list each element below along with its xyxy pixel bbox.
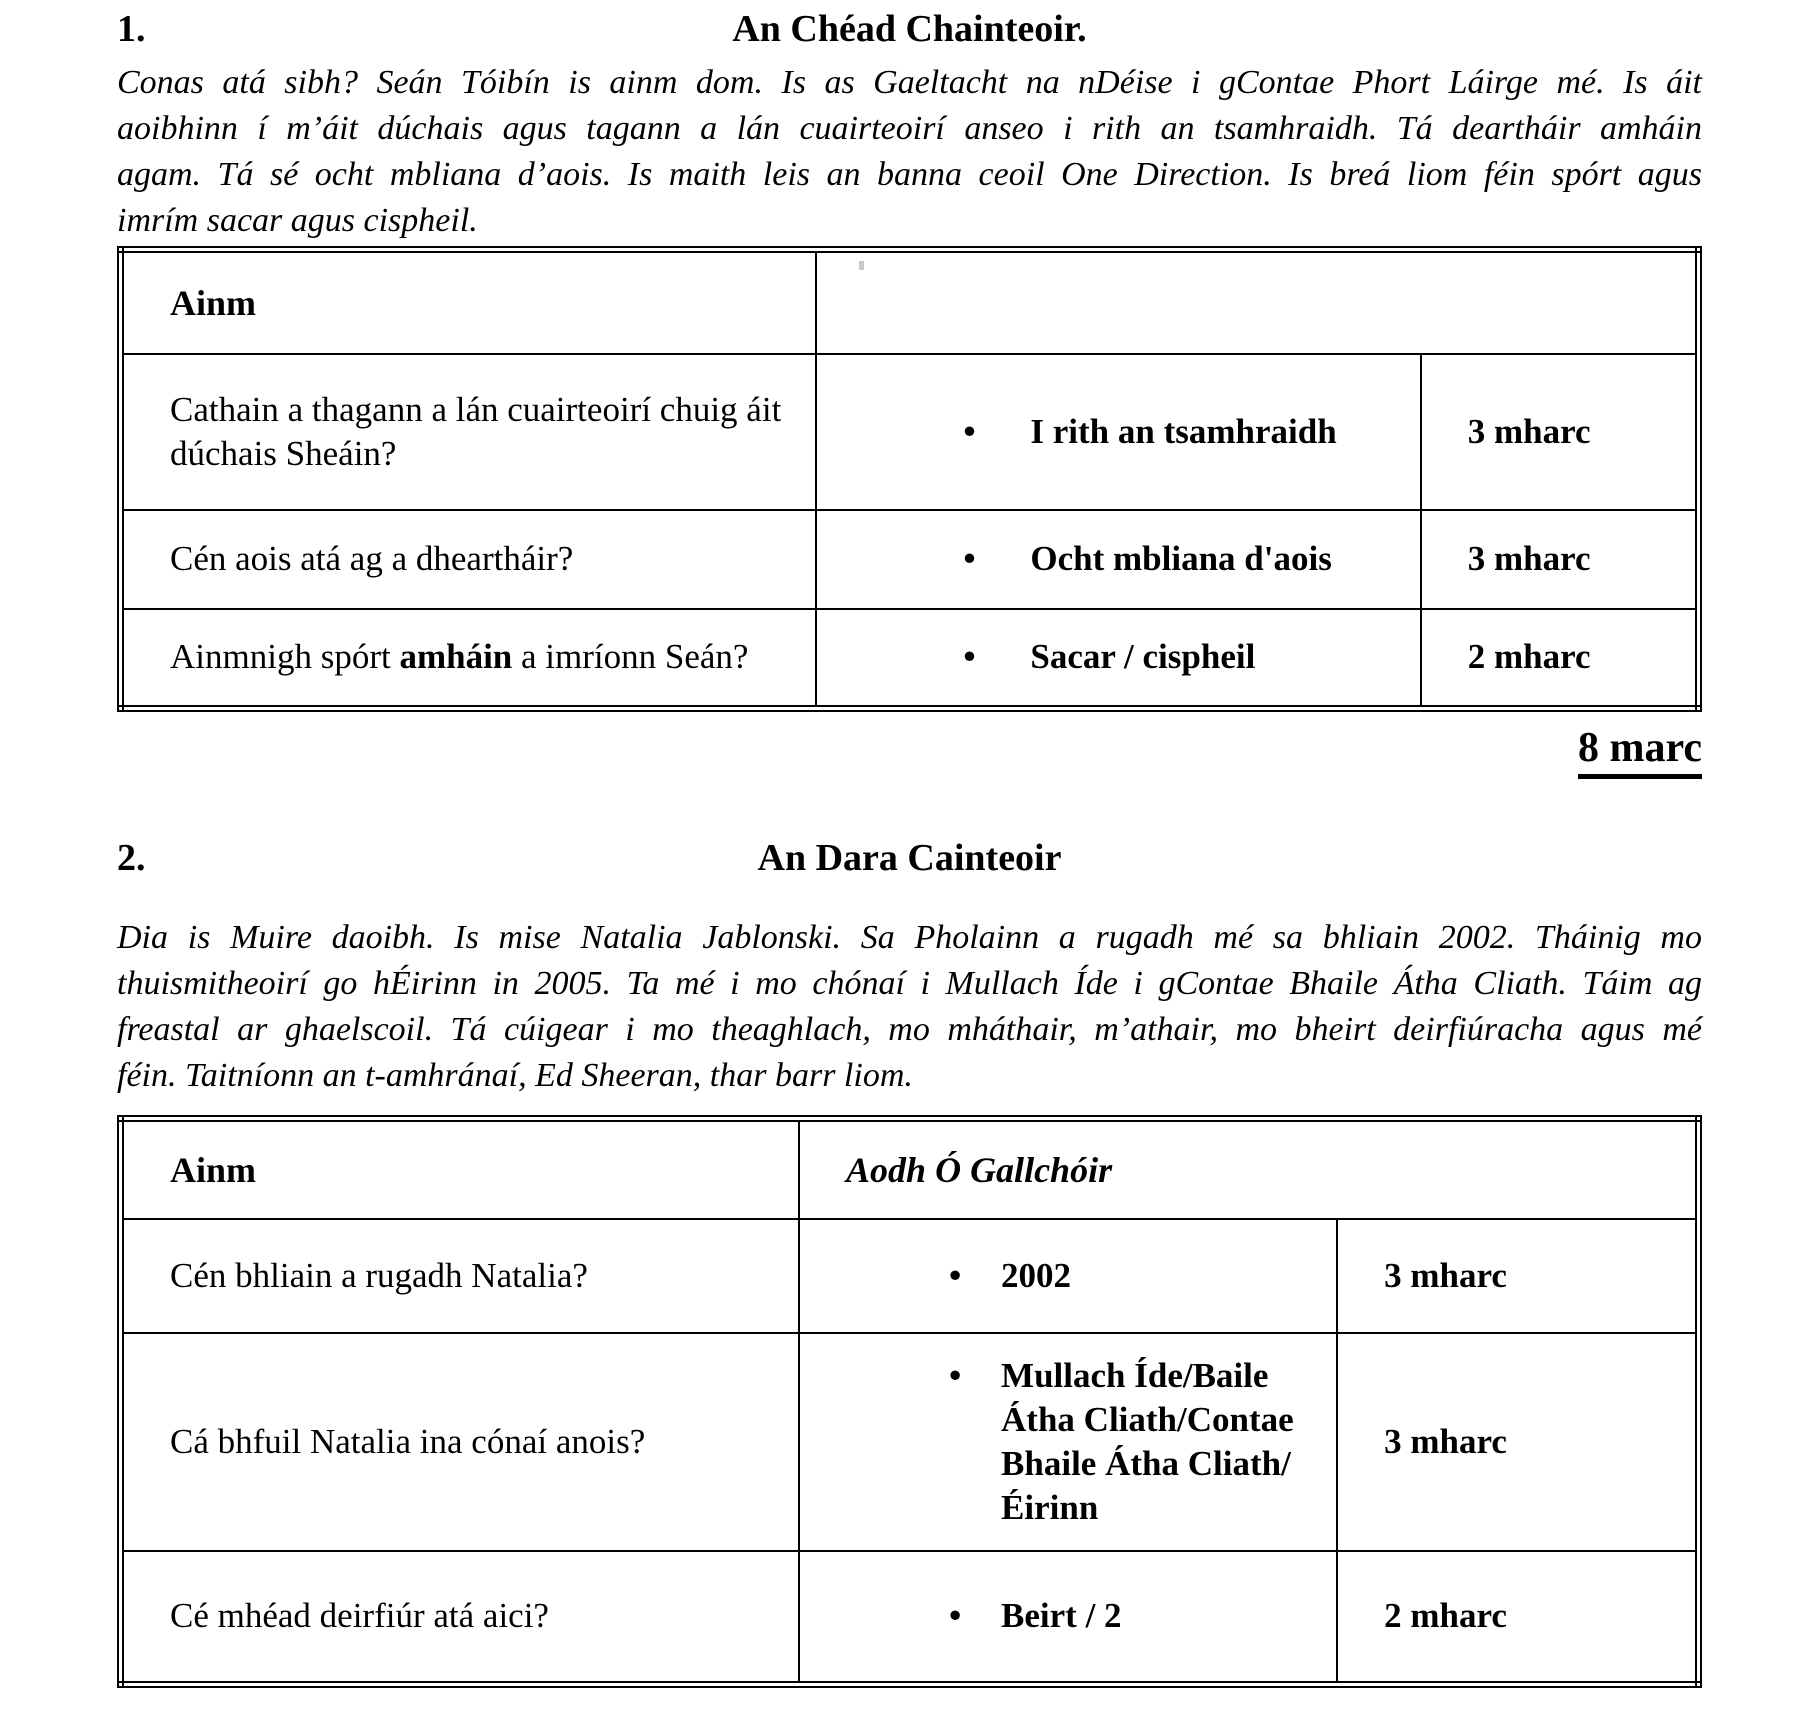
section1-title: An Chéad Chainteoir. xyxy=(732,8,1087,50)
question-cell xyxy=(121,609,817,709)
marks-cell: 3 mharc xyxy=(1337,1333,1698,1551)
bullet-icon: • xyxy=(963,637,976,677)
section2-title: An Dara Cainteoir xyxy=(757,837,1062,879)
table-row xyxy=(121,609,1699,709)
marks-cell: 2 mharc xyxy=(1421,609,1699,709)
question-cell: Cathain a thagann a lán cuairteoirí chuig áit dúchais Sheáin? xyxy=(121,354,817,510)
section1-total-marks xyxy=(117,724,1702,779)
answer-bullet-item xyxy=(846,1354,1326,1530)
total-marks-text: 8 marc xyxy=(1578,724,1702,779)
paragraph-line: imrím sacar agus cispheil. xyxy=(117,202,478,239)
section2-marking-table xyxy=(117,1115,1702,1688)
section1-heading xyxy=(117,6,1702,52)
answer-text: Ocht mbliana d'aois xyxy=(1030,539,1332,578)
table-header-row xyxy=(121,1119,1699,1219)
table-row xyxy=(121,1333,1699,1551)
paragraph-line: aoibhinn í m’áit dúchais agus tagann a lán cuairteoirí anseo i rith an tsamhraidh. Tá deartháir amháin xyxy=(117,110,1702,147)
paragraph-line: agam. Tá sé ocht mbliana d’aois. Is maith leis an banna ceoil One Direction. Is breá liom féin spórt agus xyxy=(117,156,1702,193)
table-row xyxy=(121,1219,1699,1333)
paragraph-line: thuismitheoirí go hÉirinn in 2005. Ta mé i mo chónaí i Mullach Íde i gContae Bhaile Átha Cliath. Táim ag xyxy=(117,965,1702,1002)
marks-cell: 3 mharc xyxy=(1421,510,1699,609)
marks-cell: 3 mharc xyxy=(1421,354,1699,510)
answer-bullet-item xyxy=(863,635,1409,679)
question-cell: Cé mhéad deirfiúr atá aici? xyxy=(121,1551,800,1685)
marks-cell: 2 mharc xyxy=(1337,1551,1698,1685)
section2-paragraph xyxy=(117,915,1702,1099)
bullet-icon: • xyxy=(949,1355,962,1395)
answer-cell xyxy=(816,609,1420,709)
question-text-bold: amháin xyxy=(399,637,513,677)
header-cell-ainm: Ainm xyxy=(121,250,817,354)
bullet-icon: • xyxy=(949,1596,962,1636)
marks-cell: 3 mharc xyxy=(1337,1219,1698,1333)
paragraph-line: Conas atá sibh? Seán Tóibín is ainm dom. Is as Gaeltacht na nDéise i gContae Phort Láirge mé. Is áit xyxy=(117,64,1702,101)
section2-number: 2. xyxy=(117,837,146,879)
answer-text: I rith an tsamhraidh xyxy=(1030,411,1337,451)
answer-bullet-item xyxy=(846,1254,1326,1298)
bullet-icon: • xyxy=(963,539,976,578)
answer-bullet-item xyxy=(846,1594,1326,1638)
table-row xyxy=(121,354,1699,510)
question-text: a imríonn Seán? xyxy=(512,637,749,677)
paragraph-line: féin. Taitníonn an t-amhránaí, Ed Sheeran, thar barr liom. xyxy=(117,1057,913,1094)
paragraph-line: Dia is Muire daoibh. Is mise Natalia Jablonski. Sa Pholainn a rugadh mé sa bhliain 2002. Tháinig mo xyxy=(117,919,1702,956)
question-cell: Cén aois atá ag a dheartháir? xyxy=(121,510,817,609)
question-cell: Cén bhliain a rugadh Natalia? xyxy=(121,1219,800,1333)
answer-cell xyxy=(799,1219,1337,1333)
question-text: Ainmnigh spórt xyxy=(170,637,400,677)
answer-cell xyxy=(799,1551,1337,1685)
section2-heading xyxy=(117,835,1702,881)
answer-bullet-item xyxy=(863,537,1409,581)
table-row xyxy=(121,510,1699,609)
question-cell: Cá bhfuil Natalia ina cónaí anois? xyxy=(121,1333,800,1551)
bullet-icon: • xyxy=(963,411,976,451)
answer-text: Sacar / cispheil xyxy=(1030,637,1256,677)
header-cell-ainm: Ainm xyxy=(121,1119,800,1219)
answer-cell xyxy=(816,354,1420,510)
header-cell-name-blank xyxy=(816,250,1698,354)
answer-cell xyxy=(799,1333,1337,1551)
header-cell-name: Aodh Ó Gallchóir xyxy=(799,1119,1698,1219)
bullet-icon: • xyxy=(949,1255,962,1295)
table-row xyxy=(121,1551,1699,1685)
answer-bullet-item xyxy=(863,410,1409,454)
answer-text: 2002 xyxy=(1001,1255,1072,1295)
answer-cell xyxy=(816,510,1420,609)
answer-text: Mullach Íde/Baile Átha Cliath/Contae Bhaile Átha Cliath/Éirinn xyxy=(1001,1355,1294,1527)
paragraph-line: freastal ar ghaelscoil. Tá cúigear i mo theaghlach, mo mháthair, m’athair, mo bheirt deirfiúracha agus mé xyxy=(117,1011,1702,1048)
answer-text: Beirt / 2 xyxy=(1001,1596,1122,1636)
section1-number: 1. xyxy=(117,8,146,50)
section1-paragraph xyxy=(117,60,1702,244)
section1-marking-table xyxy=(117,246,1702,712)
table-header-row xyxy=(121,250,1699,354)
